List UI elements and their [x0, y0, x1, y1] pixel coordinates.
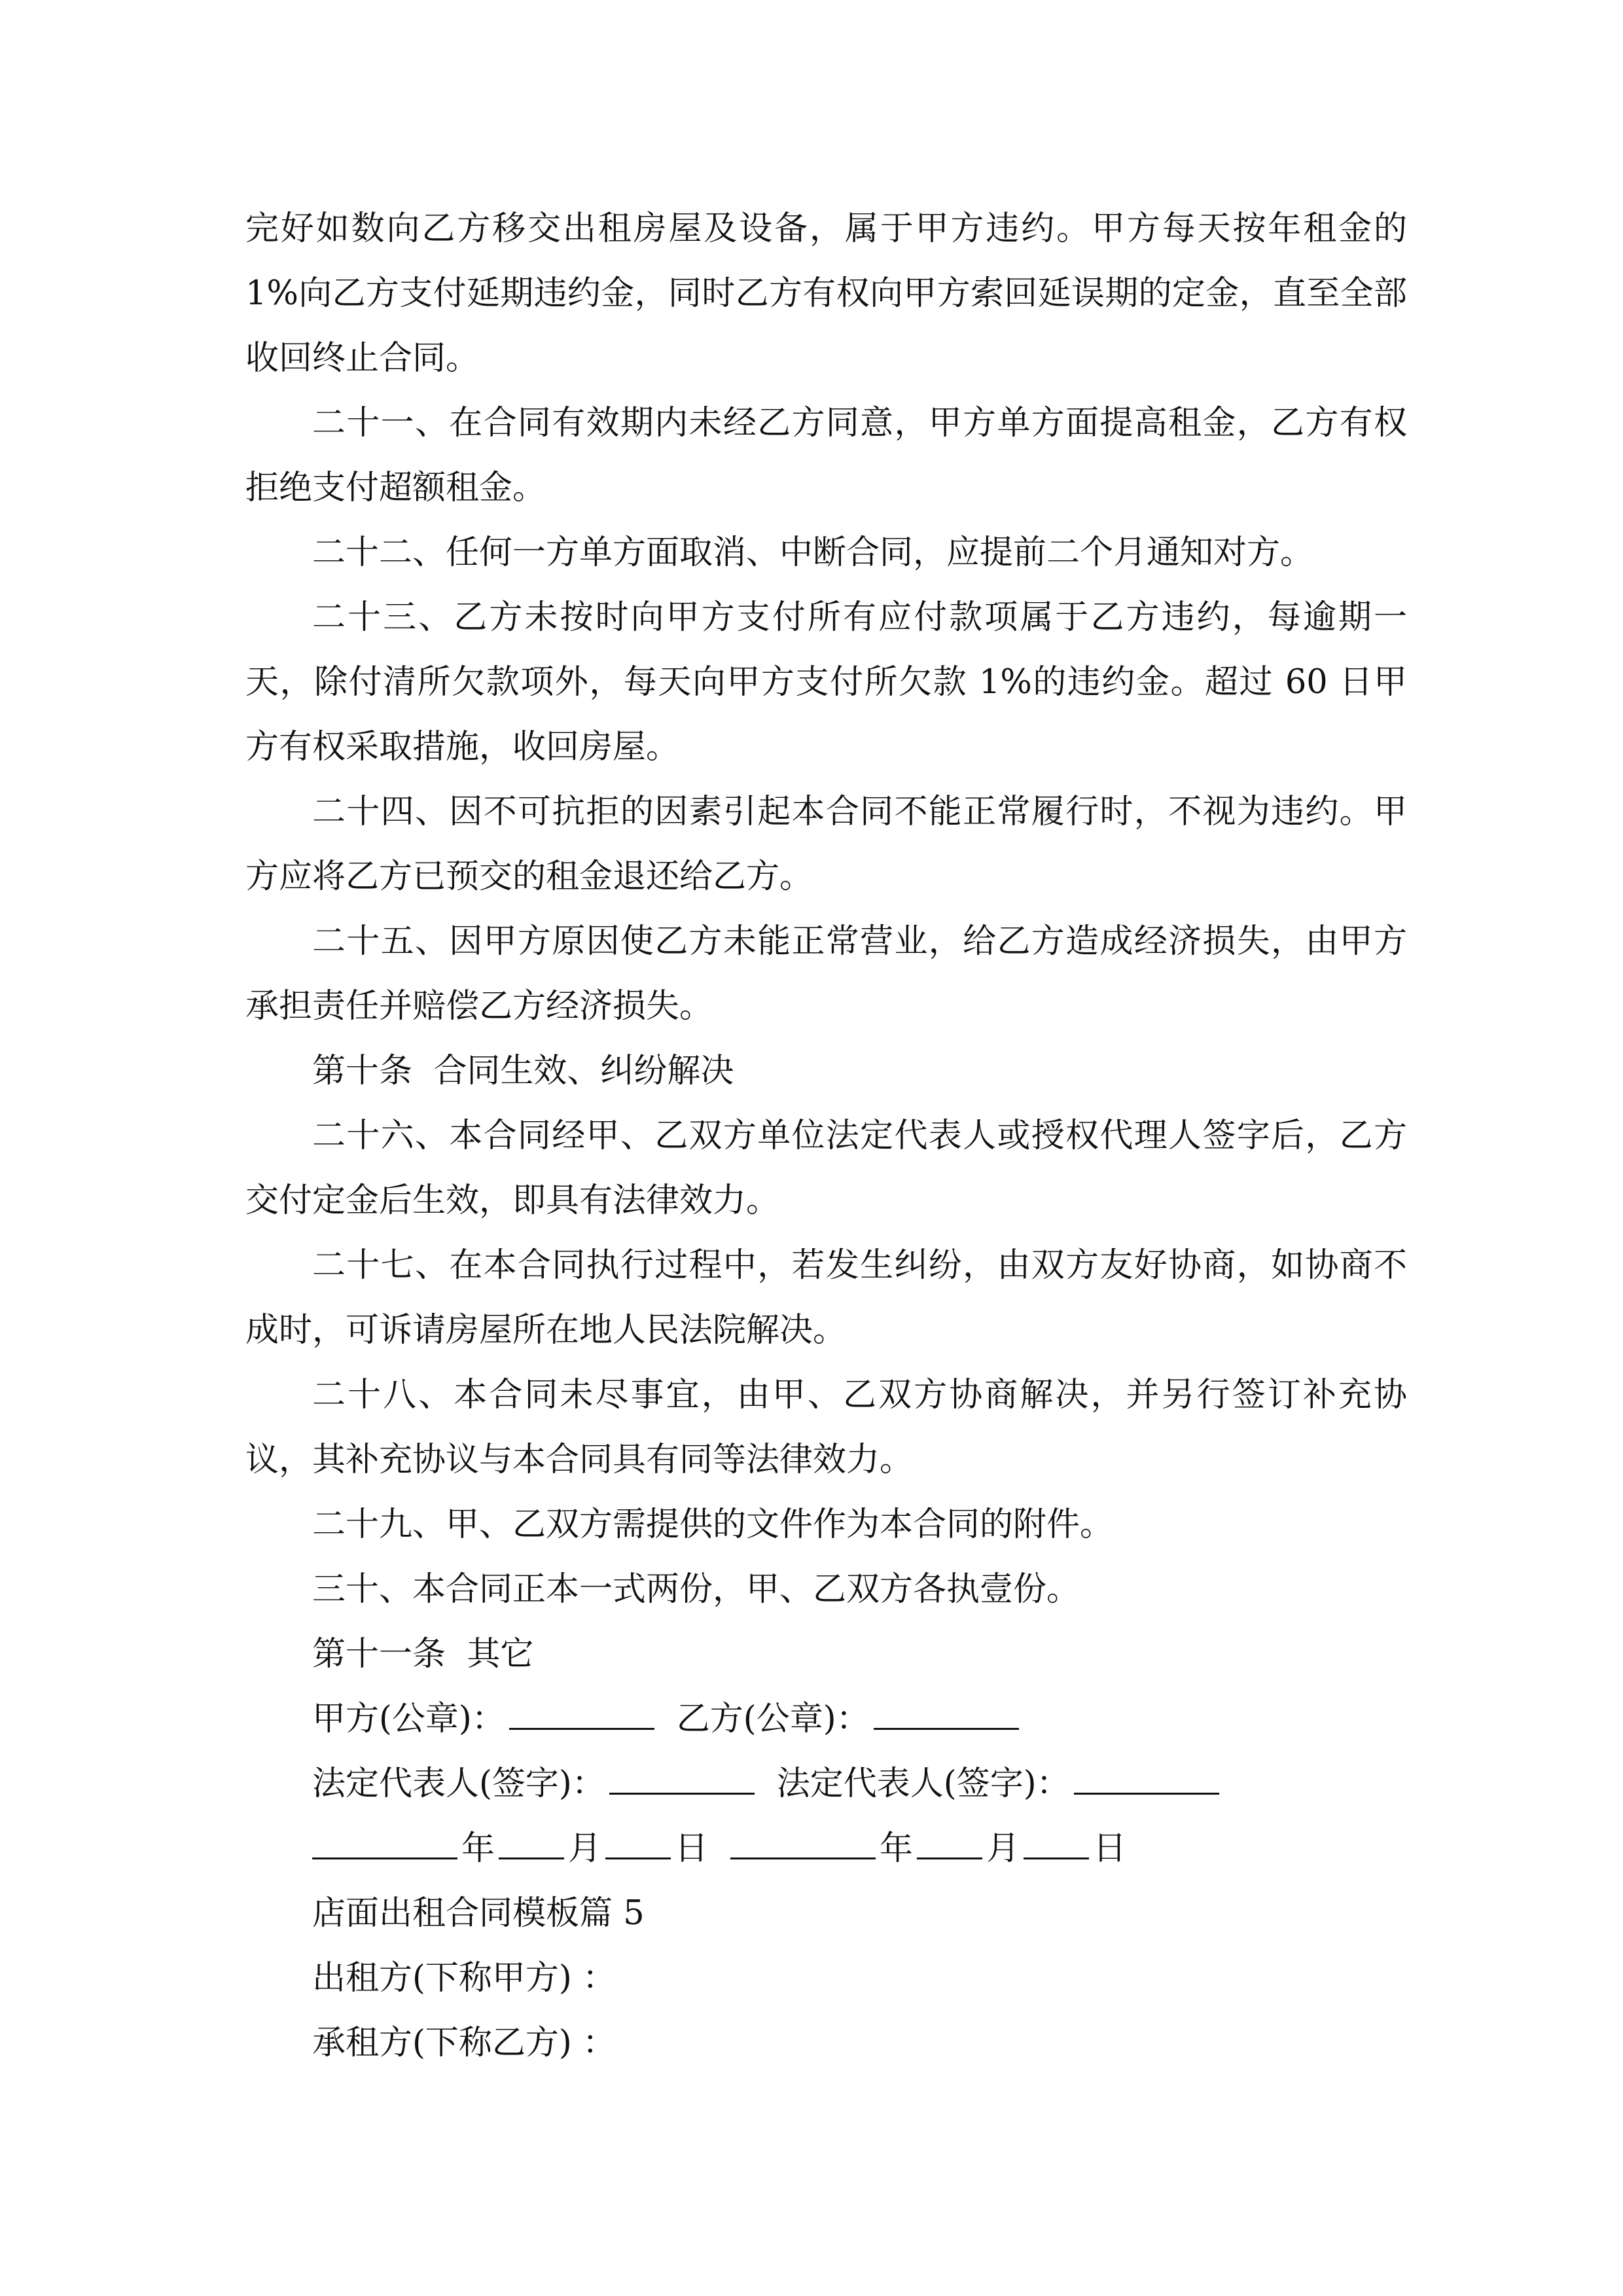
- clause-27: 二十七、在本合同执行过程中，若发生纠纷，由双方友好协商，如协商不成时，可诉请房屋所在地人民法院解决。: [245, 1246, 1407, 1350]
- legal-rep-b-label: 法定代表人(签字)：: [776, 1765, 1070, 1803]
- clause-24: 二十四、因不可抗拒的因素引起本合同不能正常履行时，不视为违约。甲方应将乙方已预交的租金退还给乙方。: [245, 793, 1407, 896]
- date-b-day-blank[interactable]: [1024, 1829, 1089, 1859]
- date-b-month-label: 月: [986, 1829, 1020, 1868]
- clause-23: 二十三、乙方未按时向甲方支付所有应付款项属于乙方违约，每逾期一天，除付清所欠款项外，每天向甲方支付所欠款 1%的违约金。超过 60 日甲方有权采取措施，收回房屋。: [245, 598, 1407, 766]
- party-b-seal-label: 乙方(公章)：: [676, 1700, 870, 1738]
- clause-28: 二十八、本合同未尽事宜，由甲、乙双方协商解决，并另行签订补充协议，其补充协议与本合同具有同等法律效力。: [245, 1376, 1407, 1479]
- date-a-day-blank[interactable]: [605, 1829, 671, 1859]
- clause-29: 二十九、甲、乙双方需提供的文件作为本合同的附件。: [312, 1505, 1114, 1544]
- party-a-seal-label: 甲方(公章)：: [312, 1700, 505, 1738]
- date-b-year-blank[interactable]: [730, 1829, 876, 1859]
- clause-26: 二十六、本合同经甲、乙双方单位法定代表人或授权代理人签字后，乙方交付定金后生效，即具有法律效力。: [245, 1117, 1407, 1220]
- legal-rep-a-label: 法定代表人(签字)：: [312, 1765, 605, 1803]
- date-a-year-blank[interactable]: [312, 1829, 457, 1859]
- paragraph-continuation: 完好如数向乙方移交出租房屋及设备，属于甲方违约。甲方每天按年租金的 1%向乙方支付延期违约金，同时乙方有权向甲方索回延误期的定金，直至全部收回终止合同。: [245, 209, 1407, 378]
- date-a-year-label: 年: [461, 1829, 495, 1868]
- legal-rep-b-blank[interactable]: [1074, 1765, 1219, 1795]
- clause-22: 二十二、任何一方单方面取消、中断合同，应提前二个月通知对方。: [312, 533, 1314, 572]
- section-title-template-5: 店面出租合同模板篇 5: [312, 1894, 645, 1933]
- clause-25: 二十五、因甲方原因使乙方未能正常营业，给乙方造成经济损失，由甲方承担责任并赔偿乙方经济损失。: [245, 922, 1407, 1026]
- party-b-seal-blank[interactable]: [874, 1700, 1019, 1730]
- date-b-month-blank[interactable]: [917, 1829, 982, 1859]
- date-a-month-blank[interactable]: [499, 1829, 564, 1859]
- date-row: [312, 1816, 1407, 1881]
- lessor-line: 出租方(下称甲方) ：: [312, 1959, 616, 1998]
- date-a-month-label: 月: [568, 1829, 602, 1868]
- party-a-seal-blank[interactable]: [509, 1700, 654, 1730]
- article-10-heading: 第十条 合同生效、纠纷解决: [312, 1052, 734, 1090]
- clause-30: 三十、本合同正本一式两份，甲、乙双方各执壹份。: [312, 1570, 1080, 1609]
- document-body: [245, 196, 1407, 2075]
- article-11-heading: 第十一条 其它: [312, 1635, 534, 1674]
- legal-rep-row: [312, 1751, 1407, 1816]
- lessee-line: 承租方(下称乙方) ：: [312, 2024, 616, 2062]
- clause-21: 二十一、在合同有效期内未经乙方同意，甲方单方面提高租金，乙方有权拒绝支付超额租金。: [245, 404, 1407, 507]
- date-b-year-label: 年: [880, 1829, 914, 1868]
- date-b-day-label: 日: [1093, 1829, 1127, 1868]
- seal-row: [312, 1687, 1407, 1751]
- legal-rep-a-blank[interactable]: [609, 1765, 755, 1795]
- date-a-day-label: 日: [675, 1829, 709, 1868]
